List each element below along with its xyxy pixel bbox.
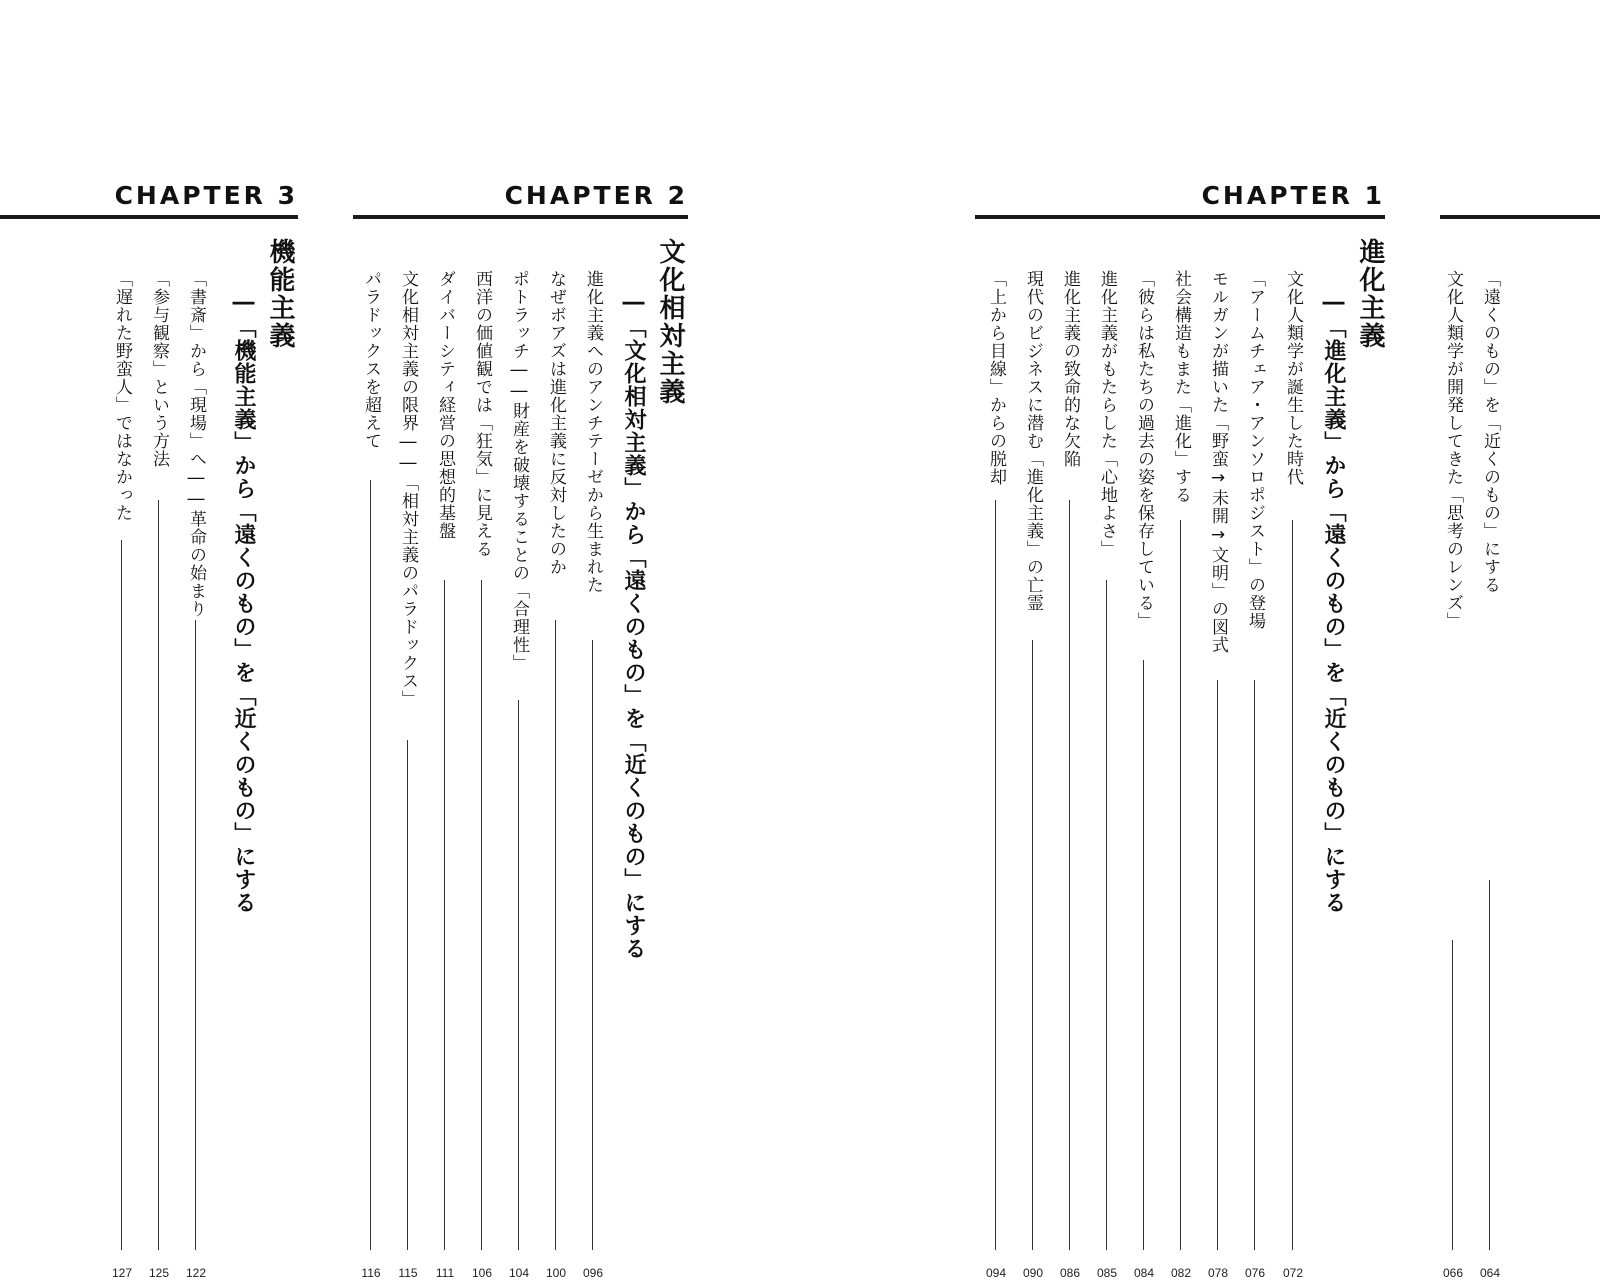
- toc-leader: [995, 500, 996, 1250]
- chapter-label: CHAPTER 2: [504, 181, 688, 210]
- chapter3-subtitle[interactable]: [226, 290, 260, 914]
- prelude-rule: [1440, 215, 1600, 219]
- toc-entry-text: 社会構造もまた「進化」する: [1171, 270, 1191, 504]
- toc-entry[interactable]: [1092, 270, 1122, 1280]
- toc-entry[interactable]: [1438, 270, 1468, 1280]
- toc-page-number: 106: [471, 1266, 493, 1280]
- toc-entry-text: 文化人類学が誕生した時代: [1283, 270, 1303, 486]
- toc-entry-text: 進化主義へのアンチテーゼから生まれた: [583, 270, 603, 594]
- toc-leader: [1292, 520, 1293, 1250]
- toc-leader: [1452, 940, 1453, 1250]
- toc-leader: [518, 700, 519, 1250]
- toc-page-number: 094: [985, 1266, 1007, 1280]
- toc-page-number: 084: [1133, 1266, 1155, 1280]
- toc-entry[interactable]: [1240, 270, 1270, 1280]
- toc-page-number: 090: [1022, 1266, 1044, 1280]
- chapter-title: 機能主義: [265, 238, 295, 350]
- toc-entry-text: 西洋の価値観では「狂気」に見える: [472, 270, 492, 558]
- toc-entry[interactable]: [356, 270, 386, 1280]
- toc-leader: [158, 500, 159, 1250]
- toc-page-number: 096: [582, 1266, 604, 1280]
- chapter2-header: [353, 180, 688, 220]
- toc-entry-text: ポトラッチ――財産を破壊することの「合理性」: [509, 270, 529, 672]
- chapter-rule: [975, 215, 1385, 219]
- toc-entry[interactable]: [541, 270, 571, 1280]
- chapter-label: CHAPTER 3: [114, 181, 298, 210]
- toc-entry-text: 「遠くのもの」を「近くのもの」にする: [1480, 270, 1500, 594]
- toc-leader: [1489, 880, 1490, 1250]
- toc-entry[interactable]: [981, 270, 1011, 1280]
- toc-page-number: 122: [185, 1266, 207, 1280]
- toc-leader: [481, 580, 482, 1250]
- toc-leader: [1069, 500, 1070, 1250]
- toc-entry[interactable]: [578, 270, 608, 1280]
- toc-page-number: 085: [1096, 1266, 1118, 1280]
- toc-leader: [1254, 680, 1255, 1250]
- toc-page-number: 064: [1479, 1266, 1501, 1280]
- toc-leader: [555, 620, 556, 1250]
- chapter2-subtitle[interactable]: [616, 290, 650, 960]
- chapter1-title[interactable]: [1352, 238, 1388, 350]
- chapter-subtitle: ―「機能主義」から「遠くのもの」を「近くのもの」にする: [231, 290, 256, 914]
- toc-entry-text: 進化主義の致命的な欠陥: [1060, 270, 1080, 468]
- toc-page-number: 111: [435, 1266, 455, 1280]
- toc-page-number: 086: [1059, 1266, 1081, 1280]
- toc-entry[interactable]: [107, 270, 137, 1280]
- chapter3-header: [0, 180, 298, 220]
- toc-entry[interactable]: [430, 270, 460, 1280]
- toc-entry[interactable]: [1018, 270, 1048, 1280]
- chapter1-subtitle[interactable]: [1316, 290, 1350, 914]
- chapter3-title[interactable]: [262, 238, 298, 350]
- toc-leader: [195, 620, 196, 1250]
- toc-entry[interactable]: [1475, 270, 1505, 1280]
- toc-entry-text: 「上から目線」からの脱却: [986, 270, 1006, 486]
- toc-page-number: 115: [398, 1266, 418, 1280]
- toc-entry[interactable]: [1055, 270, 1085, 1280]
- toc-entry-text: パラドックスを超えて: [361, 270, 381, 450]
- toc-entry[interactable]: [144, 270, 174, 1280]
- chapter-rule: [0, 215, 298, 219]
- toc-entry-text: なぜボアズは進化主義に反対したのか: [546, 270, 566, 576]
- toc-page-number: 066: [1442, 1266, 1464, 1280]
- toc-entry[interactable]: [467, 270, 497, 1280]
- toc-entry[interactable]: [181, 270, 211, 1280]
- toc-entry-text: 「彼らは私たちの過去の姿を保存している」: [1134, 270, 1154, 630]
- toc-entry-text: 進化主義がもたらした「心地よさ」: [1097, 270, 1117, 558]
- chapter-subtitle: ―「文化相対主義」から「遠くのもの」を「近くのもの」にする: [621, 290, 646, 960]
- toc-page-number: 100: [545, 1266, 567, 1280]
- toc-entry[interactable]: [1129, 270, 1159, 1280]
- chapter-title: 進化主義: [1355, 238, 1385, 350]
- toc-leader: [1180, 520, 1181, 1250]
- toc-entry-text: 「参与観察」という方法: [149, 270, 169, 468]
- toc-entry[interactable]: [504, 270, 534, 1280]
- chapter-subtitle: ―「進化主義」から「遠くのもの」を「近くのもの」にする: [1321, 290, 1346, 914]
- chapter-title: 文化相対主義: [655, 238, 685, 406]
- toc-entry[interactable]: [1166, 270, 1196, 1280]
- toc-page-number: 104: [508, 1266, 530, 1280]
- toc-leader: [121, 540, 122, 1250]
- toc-leader: [1106, 580, 1107, 1250]
- chapter-label: CHAPTER 1: [1201, 181, 1385, 210]
- toc-entry-text: 「遅れた野蛮人」ではなかった: [112, 270, 132, 522]
- toc-page-number: 082: [1170, 1266, 1192, 1280]
- toc-entry-text: 文化人類学が開発してきた「思考のレンズ」: [1443, 270, 1463, 630]
- toc-page-number: 125: [148, 1266, 170, 1280]
- toc-leader: [407, 740, 408, 1250]
- toc-entry-text: モルガンが描いた「野蛮→未開→文明」の図式: [1208, 270, 1228, 654]
- prelude-header: [1440, 180, 1600, 220]
- toc-entry-text: 文化相対主義の限界――「相対主義のパラドックス」: [398, 270, 418, 708]
- toc-page-number: 078: [1207, 1266, 1229, 1280]
- toc-entry-text: 「書斎」から「現場」へ――革命の始まり: [186, 270, 206, 618]
- toc-leader: [1032, 640, 1033, 1250]
- chapter-rule: [353, 215, 688, 219]
- toc-entry-text: 現代のビジネスに潜む「進化主義」の亡霊: [1023, 270, 1043, 612]
- toc-page-number: 116: [361, 1266, 381, 1280]
- toc-leader: [592, 640, 593, 1250]
- toc-leader: [444, 580, 445, 1250]
- toc-entry-text: 「アームチェア・アンソロポジスト」の登場: [1245, 270, 1265, 630]
- chapter2-title[interactable]: [652, 238, 688, 406]
- toc-entry[interactable]: [1278, 270, 1308, 1280]
- toc-entry-text: ダイバーシティ経営の思想的基盤: [435, 270, 455, 540]
- chapter1-header: [975, 180, 1385, 220]
- toc-entry[interactable]: [393, 270, 423, 1280]
- toc-leader: [1143, 660, 1144, 1250]
- toc-page-number: 072: [1282, 1266, 1304, 1280]
- toc-leader: [1217, 680, 1218, 1250]
- toc-page-number: 127: [111, 1266, 133, 1280]
- toc-page-number: 076: [1244, 1266, 1266, 1280]
- toc-leader: [370, 480, 371, 1250]
- toc-entry[interactable]: [1203, 270, 1233, 1280]
